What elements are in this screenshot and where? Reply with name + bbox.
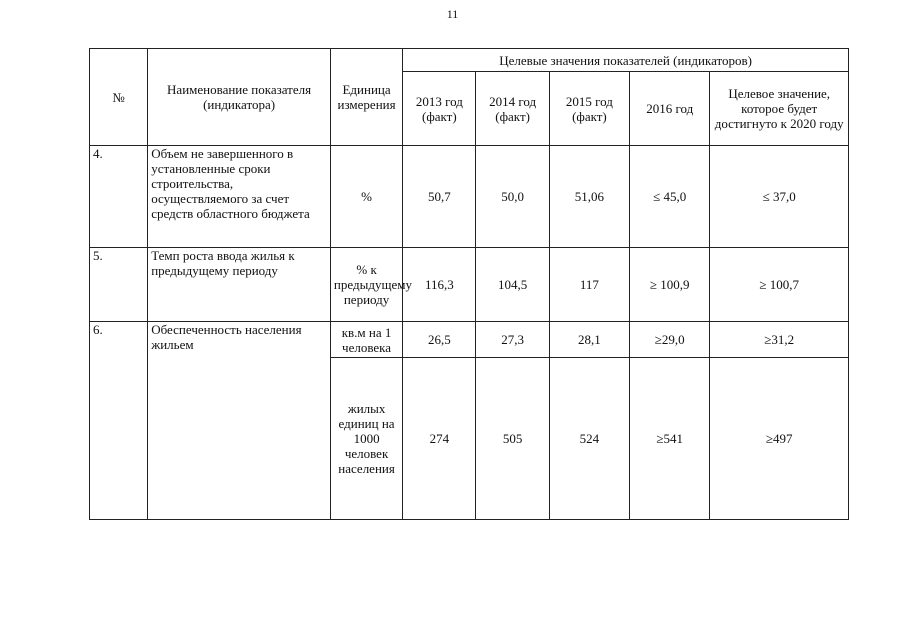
row-value: ≥ 100,9 [630,248,710,322]
row-value: 51,06 [549,146,629,248]
row-value: 505 [476,358,549,520]
indicators-table [89,48,849,520]
table-row [90,322,849,358]
row-value: 26,5 [403,322,476,358]
header-year: Целевое значение, которое будет достигнуто к 2020 году [710,72,849,146]
row-value: ≥541 [630,358,710,520]
row-unit: % к предыдущему периоду [330,248,402,322]
header-name: Наименование показателя (индикатора) [148,49,331,146]
row-value: 116,3 [403,248,476,322]
table-row [90,248,849,322]
row-num: 5. [90,248,148,322]
row-num: 6. [90,322,148,520]
header-unit: Единица измерения [330,49,402,146]
row-value: ≥31,2 [710,322,849,358]
header-year: 2015 год (факт) [549,72,629,146]
header-year: 2016 год [630,72,710,146]
row-value: ≥497 [710,358,849,520]
row-value: 524 [549,358,629,520]
header-row [90,49,849,72]
row-value: ≥29,0 [630,322,710,358]
page-number: 11 [446,7,459,21]
row-value: 117 [549,248,629,322]
row-name: Темп роста ввода жилья к предыдущему периоду [148,248,331,322]
row-value: ≤ 45,0 [630,146,710,248]
table-row [90,146,849,248]
row-unit: жилых единиц на 1000 человек населения [330,358,402,520]
row-value: ≤ 37,0 [710,146,849,248]
row-num: 4. [90,146,148,248]
row-name: Обеспеченность населения жильем [148,322,331,520]
header-num: № [90,49,148,146]
row-name: Объем не завершенного в установленные сроки строительства, осуществляемого за счет средств областного бюджета [148,146,331,248]
header-year: 2014 год (факт) [476,72,549,146]
header-year: 2013 год (факт) [403,72,476,146]
row-value: ≥ 100,7 [710,248,849,322]
row-value: 274 [403,358,476,520]
header-target-group: Целевые значения показателей (индикаторов) [403,49,849,72]
row-value: 104,5 [476,248,549,322]
row-value: 50,7 [403,146,476,248]
row-value: 50,0 [476,146,549,248]
row-value: 27,3 [476,322,549,358]
row-value: 28,1 [549,322,629,358]
row-unit: кв.м на 1 человека [330,322,402,358]
row-unit: % [330,146,402,248]
